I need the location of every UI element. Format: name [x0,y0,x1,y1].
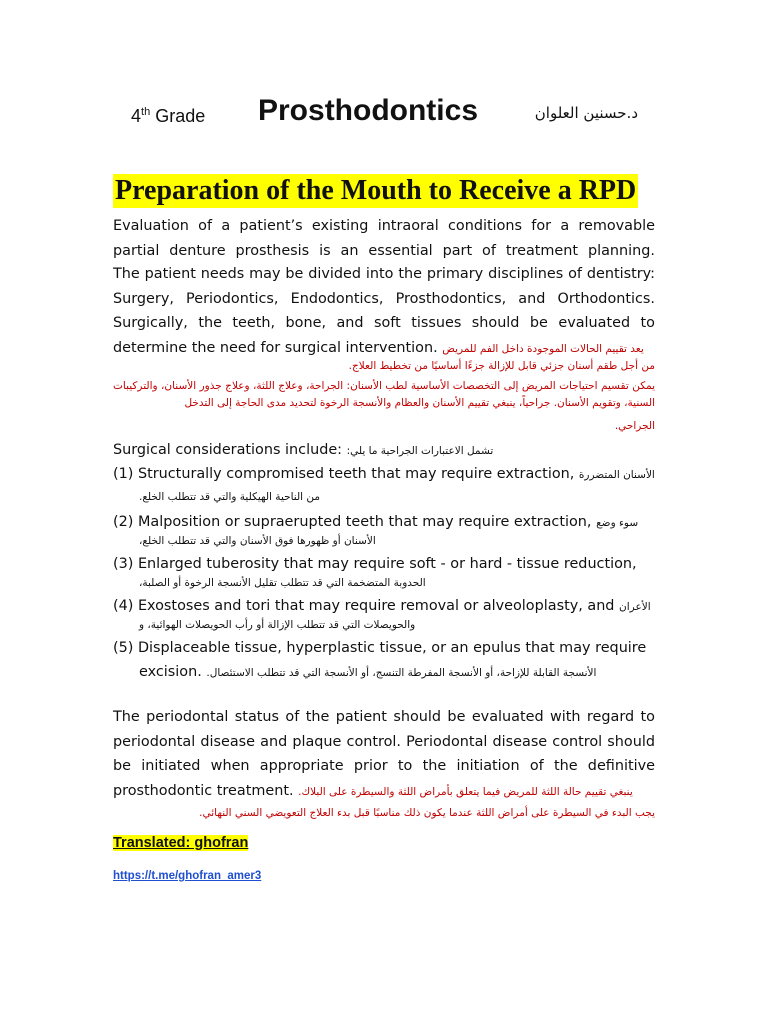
list-item-5-text: (5) Displaceable tissue, hyperplastic tissue, or an epulus that may require [113,640,647,656]
grade-label [131,106,205,127]
intro-arabic-line-1: من أجل طقم أسنان جزئي قابل للإزالة جزءًا أساسيًا من تخطيط العلاج. [348,360,655,372]
list-item-2 [113,510,655,535]
translator-credit: Translated: ghofran [113,835,249,851]
list-item-4-text: (4) Exostoses and tori that may require removal or alveoloplasty, and [113,598,615,614]
list-item-2-text: (2) Malposition or supraerupted teeth that may require extraction, [113,514,592,530]
author-name: د.حسنين العلوان [534,104,638,122]
list-item-5-continued [139,660,655,685]
intro-arabic-line-3: الجراحي. [614,420,655,432]
intro-arabic-line-2: يمكن تقسيم احتياجات المريض إلى التخصصات الأساسية لطب الأسنان: الجراحة، وعلاج اللثة، وعلاج جذور الأسنان، والتركيبات السنية، وتقويم الأسنان. جراحياً، ينبغي تقييم الأسنان والعظام والأنسجة الرخوة لتحديد مدى الحاجة إلى التدخل [113,380,655,409]
list-item-5 [113,636,655,660]
list-item-2-arabic-inline: سوء وضع [596,517,639,529]
grade-number: 4 [131,106,142,126]
list-item-1-arabic-line: من الناحية الهيكلية والتي قد تتطلب الخلع. [139,491,321,503]
considerations-label-text: Surgical considerations include: [113,442,343,458]
considerations-label-arabic: تشمل الاعتبارات الجراحية ما يلي: [346,445,494,457]
periodontal-paragraph [113,705,655,804]
list-item-3-text: (3) Enlarged tuberosity that may require soft - or hard - tissue reduction, [113,556,637,572]
page-title: Preparation of the Mouth to Receive a RPD [115,175,637,206]
periodontal-arabic-line: يجب البدء في السيطرة على أمراض اللثة عندما يكون ذلك مناسبًا قبل بدء العلاج التعويضي السني النهائي. [199,807,655,819]
grade-word: Grade [155,106,206,126]
periodontal-arabic-inline: ينبغي تقييم حالة اللثة للمريض فيما يتعلق بأمراض اللثة والسيطرة على البلاك. [298,785,633,798]
list-item-1-text: (1) Structurally compromised teeth that may require extraction, [113,466,575,482]
list-item-1-arabic-inline: الأسنان المتضررة [578,469,655,481]
list-item-4-arabic-inline: الأعران [619,601,651,613]
intro-arabic-inline: يعد تقييم الحالات الموجودة داخل الفم للمريض [442,342,644,355]
list-item-3-arabic-line: الحدوبة المتضخمة التي قد تتطلب تقليل الأنسجة الرخوة أو الصلبة، [139,577,426,589]
page-header [0,92,768,136]
list-item-4 [113,594,655,619]
intro-paragraph-2 [113,262,655,361]
subject-title: Prosthodontics [258,94,479,127]
grade-suffix: th [141,106,151,118]
considerations-label [113,438,655,464]
telegram-link[interactable]: https://t.me/ghofran_amer3 [113,870,262,882]
intro-paragraph-1: Evaluation of a patient’s existing intraoral conditions for a removable partial denture prosthesis is an essential part of treatment planning. [113,218,655,259]
list-item-3 [113,552,655,576]
list-item-4-arabic-line: والحويصلات التي قد تتطلب الإزالة أو رأب الحويصلات الهوائية، و [139,619,416,631]
list-item-5-arabic-inline: الأنسجة القابلة للإزاحة، أو الأنسجة المفرطة التنسج، أو الأنسجة التي قد تتطلب الاستئصال. [206,667,597,679]
list-item-1 [113,462,655,487]
periodontal-text: The periodontal status of the patient should be evaluated with regard to periodontal disease and plaque control. Periodontal disease control should be initiated when appropriate prior to the initiation of the definitive prosthodontic treatment. [113,709,655,799]
list-item-5-text-2: excision. [139,664,202,680]
intro-paragraph-2-text: The patient needs may be divided into the primary disciplines of dentistry: Surgery, Periodontics, Endodontics, Prosthodontics, and Orthodontics. Surgically, the teeth, bone, and soft tissues should be evaluated to determine the need for surgical intervention. [113,266,655,356]
list-item-2-arabic-line: الأسنان أو ظهورها فوق الأسنان والتي قد تتطلب الخلع، [139,535,376,547]
